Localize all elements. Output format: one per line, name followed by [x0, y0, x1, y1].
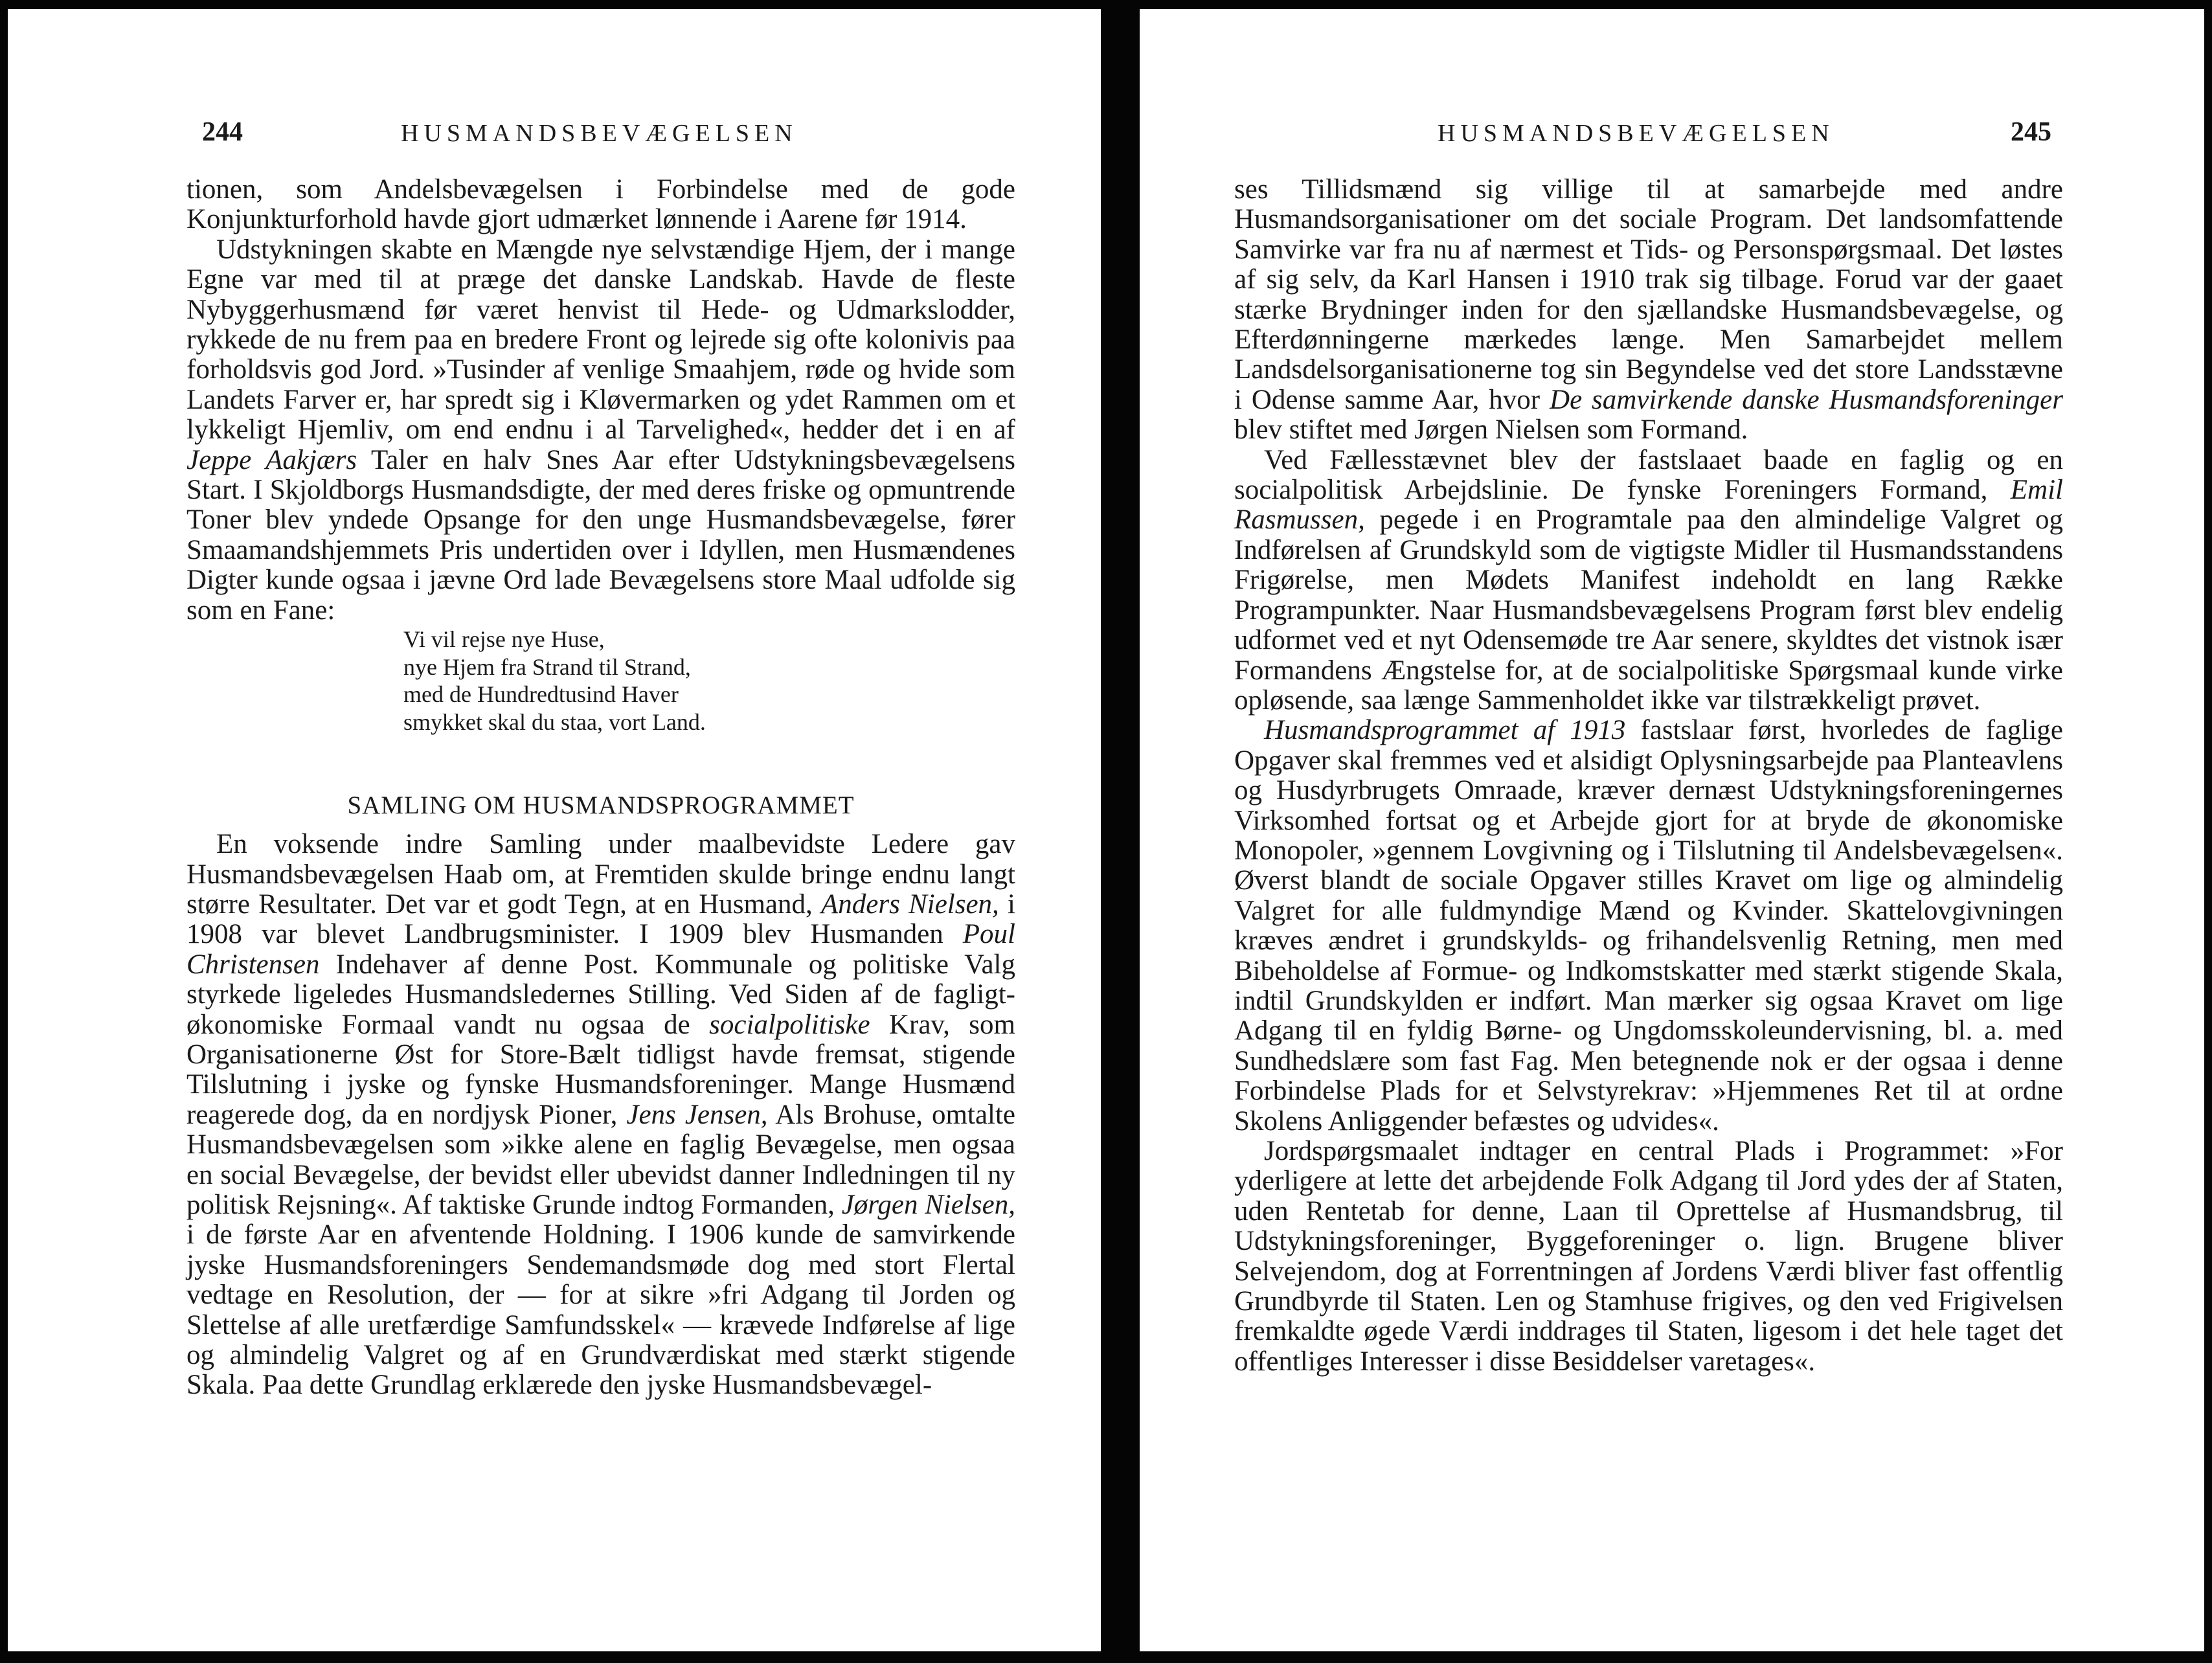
text-run: pegede i en Programtale paa den almindelige Valgret og Indførelsen af Grundskyld som de vigtigste Midler til Husmandsstandens Frigørelse, men Mødets Manifest indeholdt en lang Række Programpunkter. Naar Husmandsbevægelsens Program først blev endelig udformet ved et nyt Odensemøde tre Aar senere, skyldtes det vistnok især Formandens Ængstelse for, at de socialpolitiske Spørgsmaal kunde virke opløsende, saa længe Sammenholdet ikke var tilstrækkeligt prøvet.	[1234, 504, 2063, 716]
text-run: Ved Fællesstævnet blev der fastslaaet baade en faglig og en socialpolitisk Arbejdslinie. De fynske Foreningers Formand,	[1234, 444, 2063, 506]
italic-run: Jens Jensen,	[626, 1099, 768, 1130]
italic-run: Jeppe Aakjærs	[186, 444, 357, 475]
verse-stanza	[403, 626, 1015, 736]
text-run: tionen, som Andelsbevægelsen i Forbindelse med de gode Konjunkturforhold havde gjort udmærket lønnende i Aarene før 1914.	[186, 174, 1015, 235]
italic-run: Anders Nielsen,	[821, 888, 999, 920]
verse-line: nye Hjem fra Strand til Strand,	[403, 653, 691, 680]
verse-line: med de Hundredtusind Haver	[403, 681, 679, 708]
paragraph	[1234, 446, 2063, 716]
text-run: Jordspørgsmaalet indtager en central Plads i Programmet: »For yderligere at lette det arbejdende Folk Adgang til Jord ydes der af Staten, uden Rentetab for denne, Laan til Oprettelse af Husmandsbrug, til Udstykningsforeninger, Byggeforeninger o. lign. Brugene bliver Selvejendom, dog at Forrentningen af Jordens Værdi bliver fast offentlig Grundbyrde til Staten. Len og Stamhuse frigives, og den ved Frigivelsen fremkaldte øgede Værdi inddrages til Staten, ligesom i det hele taget det offentliges Interesser i disse Besiddelser varetages«.	[1234, 1136, 2063, 1377]
text-run: Als Brohuse, omtalte Husmandsbevægelsen som »ikke alene en faglig Bevægelse, men ogsaa en social Bevægelse, der bevidst eller ubevidst danner Indledningen til ny politisk Rejsning«. Af taktiske Grunde indtog Formanden,	[186, 1099, 1016, 1220]
running-head-left: HUSMANDSBEVÆGELSEN	[401, 120, 798, 147]
text-run: Taler en halv Snes Aar efter Udstykningsbevægelsens Start. I Skjoldborgs Husmandsdigte, der med deres friske og opmuntrende Toner blev yndede Opsange for den unge Husmandsbevægelse, fører Smaamandshjemmets Pris undertiden over i Idyllen, men Husmændenes Digter kunde ogsaa i jævne Ord lade Bevægelsens store Maal udfolde sig som en Fane:	[186, 444, 1015, 626]
page-number-left: 244	[202, 117, 243, 147]
left-paragraphs-after-heading	[186, 830, 1015, 1401]
verse-line: smykket skal du staa, vort Land.	[403, 708, 706, 735]
text-run: i de første Aar en afventende Holdning. I 1906 kunde de samvirkende jyske Husmandsforeningers Sendemandsmøde dog med stort Flertal vedtage en Resolution, der — for at sikre »fri Adgang til Jorden og Slettelse af alle uretfærdige Samfundsskel« — krævede Indførelse af lige og almindelig Valgret og af en Grundværdiskat med stærkt stigende Skala. Paa dette Grundlag erklærede den jyske Husmandsbevægel-	[186, 1219, 1015, 1401]
text-run: fastslaar først, hvorledes de faglige Opgaver skal fremmes ved et alsidigt Oplysningsarbejde paa Planteavlens og Husdyrbrugets Omraade, kræver dernæst Udstykningsforeningernes Virksomhed fortsat og et Arbejde gjort for at bryde de økonomiske Monopoler, »gennem Lovgivning og i Tilslutning til Andelsbevægelsen«. Øverst blandt de sociale Opgaver stilles Kravet om lige og almindelig Valgret for alle fuldmyndige Mænd og Kvinder. Skattelovgivningen kræves ændret i grundskylds- og frihandelsvenlig Retning, men med Bibeholdelse af Formue- og Indkomstskatter med stærkt stigende Skala, indtil Grundskylden er indført. Man mærker sig ogsaa Kravet om lige Adgang til en fyldig Børne- og Ungdomsskoleundervisning, bl. a. med Sundhedslære som fast Fag. Men betegnende nok er der ogsaa i denne Forbindelse Plads for et Selvstyrekrav: »Hjemmenes Ret til at ordne Skolens Anliggender befæstes og udvides«.	[1234, 715, 2063, 1137]
text-run: ses Tillidsmænd sig villige til at samarbejde med andre Husmandsorganisationer om det sociale Program. Det landsomfattende Samvirke var fra nu af nærmest et Tids- og Personspørgsmaal. Det løstes af sig selv, da Karl Hansen i 1910 trak sig tilbage. Forud var der gaaet stærke Brydninger inden for den sjællandske Husmandsbevægelse, og Efterdønningerne mærkedes længe. Men Samarbejdet mellem Landsdelsorganisationerne tog sin Begyndelse ved det store Landsstævne i Odense samme Aar, hvor	[1234, 174, 2063, 415]
page-number-right: 245	[2011, 117, 2051, 147]
verse-line: Vi vil rejse nye Huse,	[403, 626, 605, 653]
text-run: Krav, som Organisationerne Øst for Store-Bælt tidligst havde fremsat, stigende Tilslutning i jyske og fynske Husmandsforeninger. Mange Husmænd reagerede dog, da en nordjysk Pioner,	[186, 1009, 1015, 1130]
paragraph	[1234, 716, 2063, 1137]
left-text-block	[186, 175, 1015, 1401]
paragraph	[186, 175, 1015, 235]
right-text-block	[1234, 175, 2063, 1377]
section-heading: SAMLING OM HUSMANDSPROGRAMMET	[347, 791, 855, 820]
left-paragraphs-before-verse	[186, 175, 1015, 626]
left-page	[8, 9, 1101, 1651]
italic-run: socialpolitiske	[709, 1009, 870, 1040]
italic-run: Emil Rasmussen,	[1234, 475, 2063, 536]
paragraph	[1234, 175, 2063, 446]
paragraph	[1234, 1137, 2063, 1377]
text-run: blev stiftet med Jørgen Nielsen som Formand.	[1234, 414, 1748, 446]
italic-run: Husmandsprogrammet af 1913	[1264, 715, 1626, 746]
text-run: Udstykningen skabte en Mængde nye selvstændige Hjem, der i mange Egne var med til at præge det danske Landskab. Havde de fleste Nybyggerhusmænd før været henvist til Hede- og Udmarkslodder, rykkede de nu frem paa en bredere Front og lejrede sig ofte kolonivis paa forholdsvis god Jord. »Tusinder af venlige Smaahjem, røde og hvide som Landets Farver er, har spredt sig i Kløvermarken og ydet Rammen om et lykkeligt Hjemliv, om end endnu i al Tarvelighed«, hedder det i en af	[186, 234, 1015, 446]
text-run: Indehaver af denne Post. Kommunale og politiske Valg styrkede ligeledes Husmandsledernes Stilling. Ved Siden af de fagligt-økonomiske Formaal vandt nu ogsaa de	[186, 949, 1015, 1040]
right-paragraphs	[1234, 175, 2063, 1377]
italic-run: De samvirkende danske Husmandsforeninger	[1550, 384, 2063, 415]
paragraph	[186, 235, 1015, 626]
text-run: En voksende indre Samling under maalbevidste Ledere gav Husmandsbevægelsen Haab om, at Fremtiden skulde bringe endnu langt større Resultater. Det var et godt Tegn, at en Husmand,	[186, 829, 1015, 920]
italic-run: Poul Christensen	[186, 919, 1015, 980]
right-page	[1140, 9, 2204, 1651]
text-run: i 1908 var blevet Landbrugsminister. I 1909 blev Husmanden	[186, 888, 1016, 950]
running-head-right: HUSMANDSBEVÆGELSEN	[1438, 120, 1834, 147]
paragraph	[186, 830, 1015, 1401]
italic-run: Jørgen Nielsen,	[841, 1189, 1015, 1220]
